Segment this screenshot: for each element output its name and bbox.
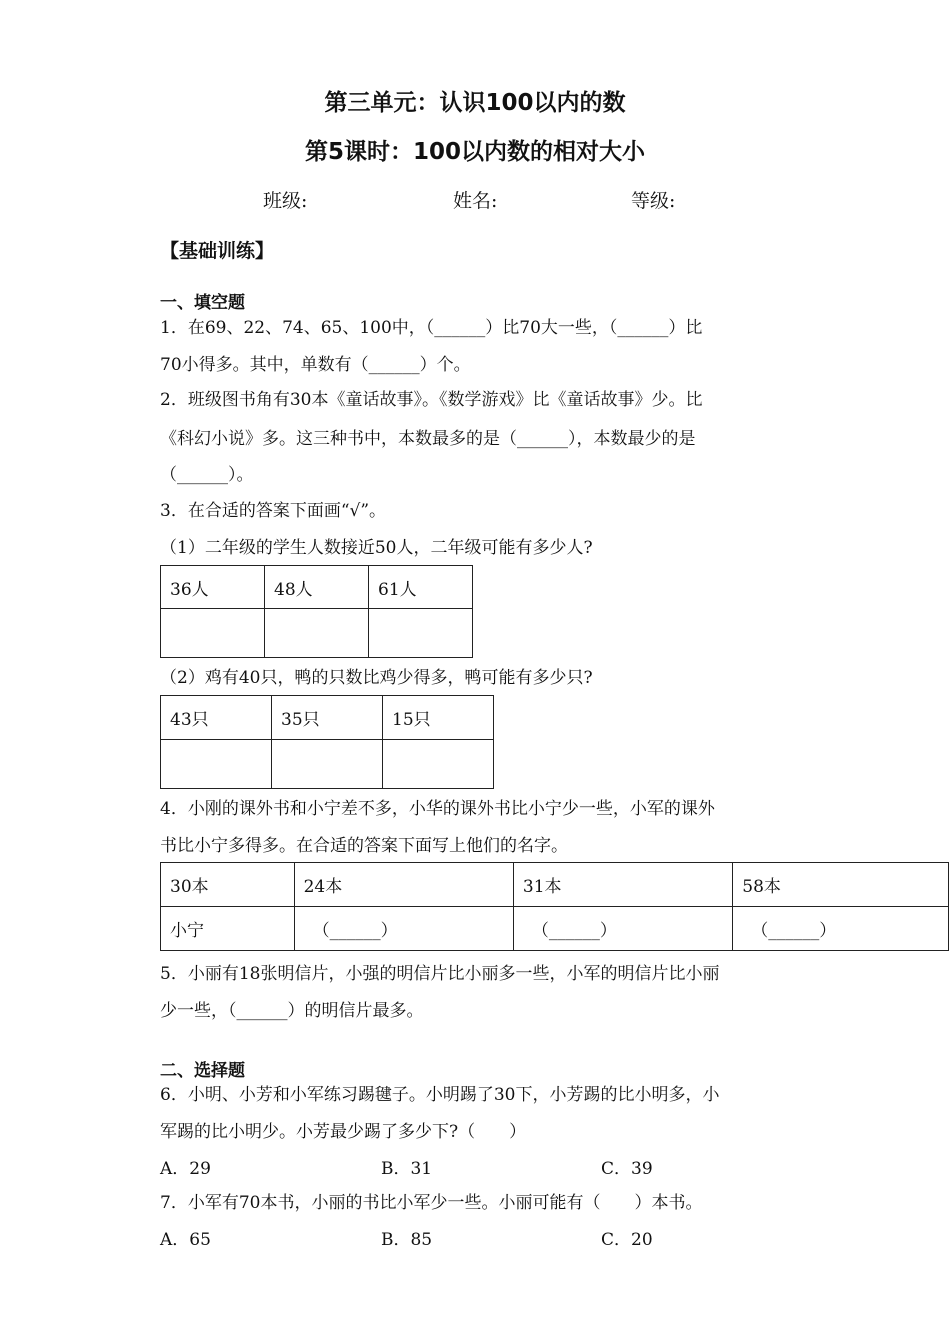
page-subtitle: 第5课时：100以内数的相对大小 bbox=[304, 139, 645, 165]
q3-table2 bbox=[160, 695, 494, 789]
q4-line2: 书比小宁多得多。在合适的答案下面写上他们的名字。 bbox=[160, 836, 568, 856]
q6-line2: 军踢的比小明少。小芳最少踢了多少下?（ ） bbox=[160, 1122, 527, 1142]
q3-table1-option: 61人 bbox=[369, 566, 473, 609]
q3-table1-answer-cell[interactable] bbox=[369, 609, 473, 658]
fill-blank-heading: 一、填空题 bbox=[160, 293, 245, 313]
q7-option-a[interactable]: A．65 bbox=[160, 1230, 211, 1250]
q3-sub1: （1）二年级的学生人数接近50人，二年级可能有多少人? bbox=[160, 538, 593, 558]
q5-line2: 少一些，（______）的明信片最多。 bbox=[160, 1001, 424, 1021]
multiple-choice-heading: 二、选择题 bbox=[160, 1061, 245, 1081]
q6-option-a[interactable]: A．29 bbox=[160, 1159, 211, 1179]
q7-line1: 7．小军有70本书，小丽的书比小军少一些。小丽可能有（ ）本书。 bbox=[160, 1193, 703, 1213]
q3-table2-option: 35只 bbox=[272, 696, 383, 740]
q3-table1-answer-cell[interactable] bbox=[161, 609, 265, 658]
q4-table-blank[interactable]: （______） bbox=[294, 907, 513, 951]
q4-table-count: 58本 bbox=[733, 863, 949, 907]
page-title: 第三单元：认识100以内的数 bbox=[324, 90, 626, 116]
grade-label: 等级: bbox=[631, 190, 676, 212]
q3-sub2: （2）鸡有40只，鸭的只数比鸡少得多，鸭可能有多少只? bbox=[160, 668, 593, 688]
q7-option-b[interactable]: B．85 bbox=[381, 1230, 433, 1250]
q2-line3: （______）。 bbox=[160, 465, 254, 485]
q6-option-b[interactable]: B．31 bbox=[381, 1159, 433, 1179]
q6-option-c[interactable]: C．39 bbox=[601, 1159, 653, 1179]
q3-table2-answer-cell[interactable] bbox=[272, 740, 383, 789]
q4-table-count: 24本 bbox=[294, 863, 513, 907]
q4-table-blank[interactable]: （______） bbox=[513, 907, 732, 951]
q3-table2-answer-cell[interactable] bbox=[161, 740, 272, 789]
q4-line1: 4．小刚的课外书和小宁差不多，小华的课外书比小宁少一些，小军的课外 bbox=[160, 799, 715, 819]
q3-table1-answer-cell[interactable] bbox=[265, 609, 369, 658]
q3-intro: 3．在合适的答案下面画“√”。 bbox=[160, 501, 387, 521]
q5-line1: 5．小丽有18张明信片，小强的明信片比小丽多一些，小军的明信片比小丽 bbox=[160, 964, 720, 984]
q4-table-count: 30本 bbox=[161, 863, 295, 907]
q7-option-c[interactable]: C．20 bbox=[601, 1230, 653, 1250]
q3-table2-option: 15只 bbox=[383, 696, 494, 740]
name-label: 姓名: bbox=[453, 190, 498, 212]
q2-line2: 《科幻小说》多。这三种书中，本数最多的是（______），本数最少的是 bbox=[160, 429, 696, 449]
q4-table-name: 小宁 bbox=[161, 907, 295, 951]
basic-training-heading: 【基础训练】 bbox=[160, 240, 275, 262]
q6-line1: 6．小明、小芳和小军练习踢毽子。小明踢了30下，小芳踢的比小明多，小 bbox=[160, 1085, 720, 1105]
q3-table2-answer-cell[interactable] bbox=[383, 740, 494, 789]
q1-line1: 1．在69、22、74、65、100中，（______）比70大一些，（______）比 bbox=[160, 318, 703, 338]
class-label: 班级: bbox=[263, 190, 308, 212]
q2-line1: 2．班级图书角有30本《童话故事》。《数学游戏》比《童话故事》少。比 bbox=[160, 390, 703, 410]
q3-table1-option: 48人 bbox=[265, 566, 369, 609]
q3-table1 bbox=[160, 565, 473, 658]
q3-table2-option: 43只 bbox=[161, 696, 272, 740]
q3-table1-option: 36人 bbox=[161, 566, 265, 609]
q4-table-count: 31本 bbox=[513, 863, 732, 907]
q4-table-blank[interactable]: （______） bbox=[733, 907, 949, 951]
q4-table bbox=[160, 862, 949, 951]
q1-line2: 70小得多。其中，单数有（______）个。 bbox=[160, 355, 471, 375]
